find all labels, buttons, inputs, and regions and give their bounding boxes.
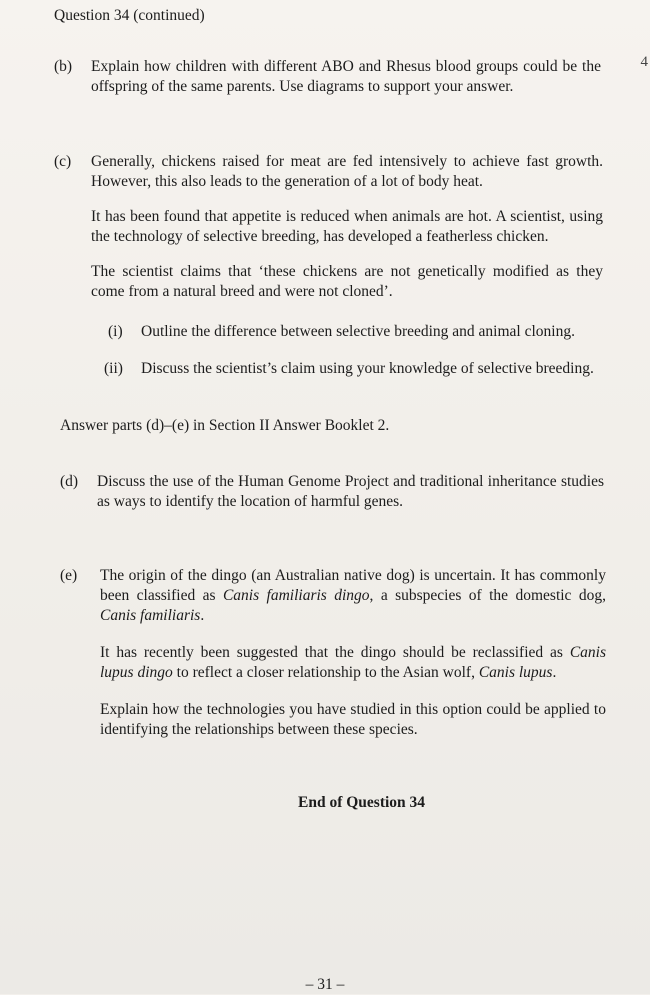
- part-c-sub-ii-text: Discuss the scientist’s claim using your knowledge of selective breeding.: [141, 360, 594, 377]
- margin-mark: 4: [640, 54, 648, 70]
- part-d-label: (d): [60, 473, 79, 490]
- part-c-label: (c): [54, 153, 72, 170]
- answer-instruction: Answer parts (d)–(e) in Section II Answer Booklet 2.: [60, 417, 390, 434]
- part-c-sub-i-label: (i): [108, 323, 123, 340]
- part-c-para-2: It has been found that appetite is reduced when animals are hot. A scientist, using the technology of selective breeding, has developed a featherless chicken.: [91, 208, 603, 245]
- part-d-text: Discuss the use of the Human Genome Project and traditional inheritance studies as ways to identify the location of harmful genes.: [97, 473, 604, 510]
- part-b-label: (b): [54, 58, 73, 75]
- part-e-para-2: It has recently been suggested that the dingo should be reclassified as Canis lupus dingo to reflect a closer relationship to the Asian wolf, Canis lupus.: [100, 644, 606, 681]
- page-number: – 31 –: [305, 976, 345, 993]
- end-of-question: End of Question 34: [298, 794, 426, 811]
- species-name: Canis familiaris dingo: [222, 587, 370, 604]
- part-e-para-3: Explain how the technologies you have studied in this option could be applied to identifying the relationships between these species.: [100, 701, 606, 738]
- part-c-sub-i-text: Outline the difference between selective breeding and animal cloning.: [141, 323, 575, 340]
- part-c-para-3: The scientist claims that ‘these chickens are not genetically modified as they come from a natural breed and were not cloned’.: [91, 263, 603, 300]
- part-e-para-1: The origin of the dingo (an Australian native dog) is uncertain. It has commonly been classified as Canis familiaris dingo, a subspecies of the domestic dog, Canis familiaris.: [100, 567, 606, 624]
- part-b-text: Explain how children with different ABO and Rhesus blood groups could be the offspring of the same parents. Use diagrams to support your answer.: [91, 58, 601, 95]
- part-c-sub-ii-label: (ii): [104, 360, 123, 377]
- question-header: Question 34 (continued): [54, 7, 205, 24]
- species-name: Canis lupus dingo: [100, 644, 606, 681]
- part-c-para-1: Generally, chickens raised for meat are fed intensively to achieve fast growth. However, this also leads to the generation of a lot of body heat.: [91, 153, 603, 190]
- species-name: Canis familiaris: [100, 607, 201, 624]
- part-e-label: (e): [60, 567, 78, 584]
- species-name: Canis lupus: [478, 664, 553, 681]
